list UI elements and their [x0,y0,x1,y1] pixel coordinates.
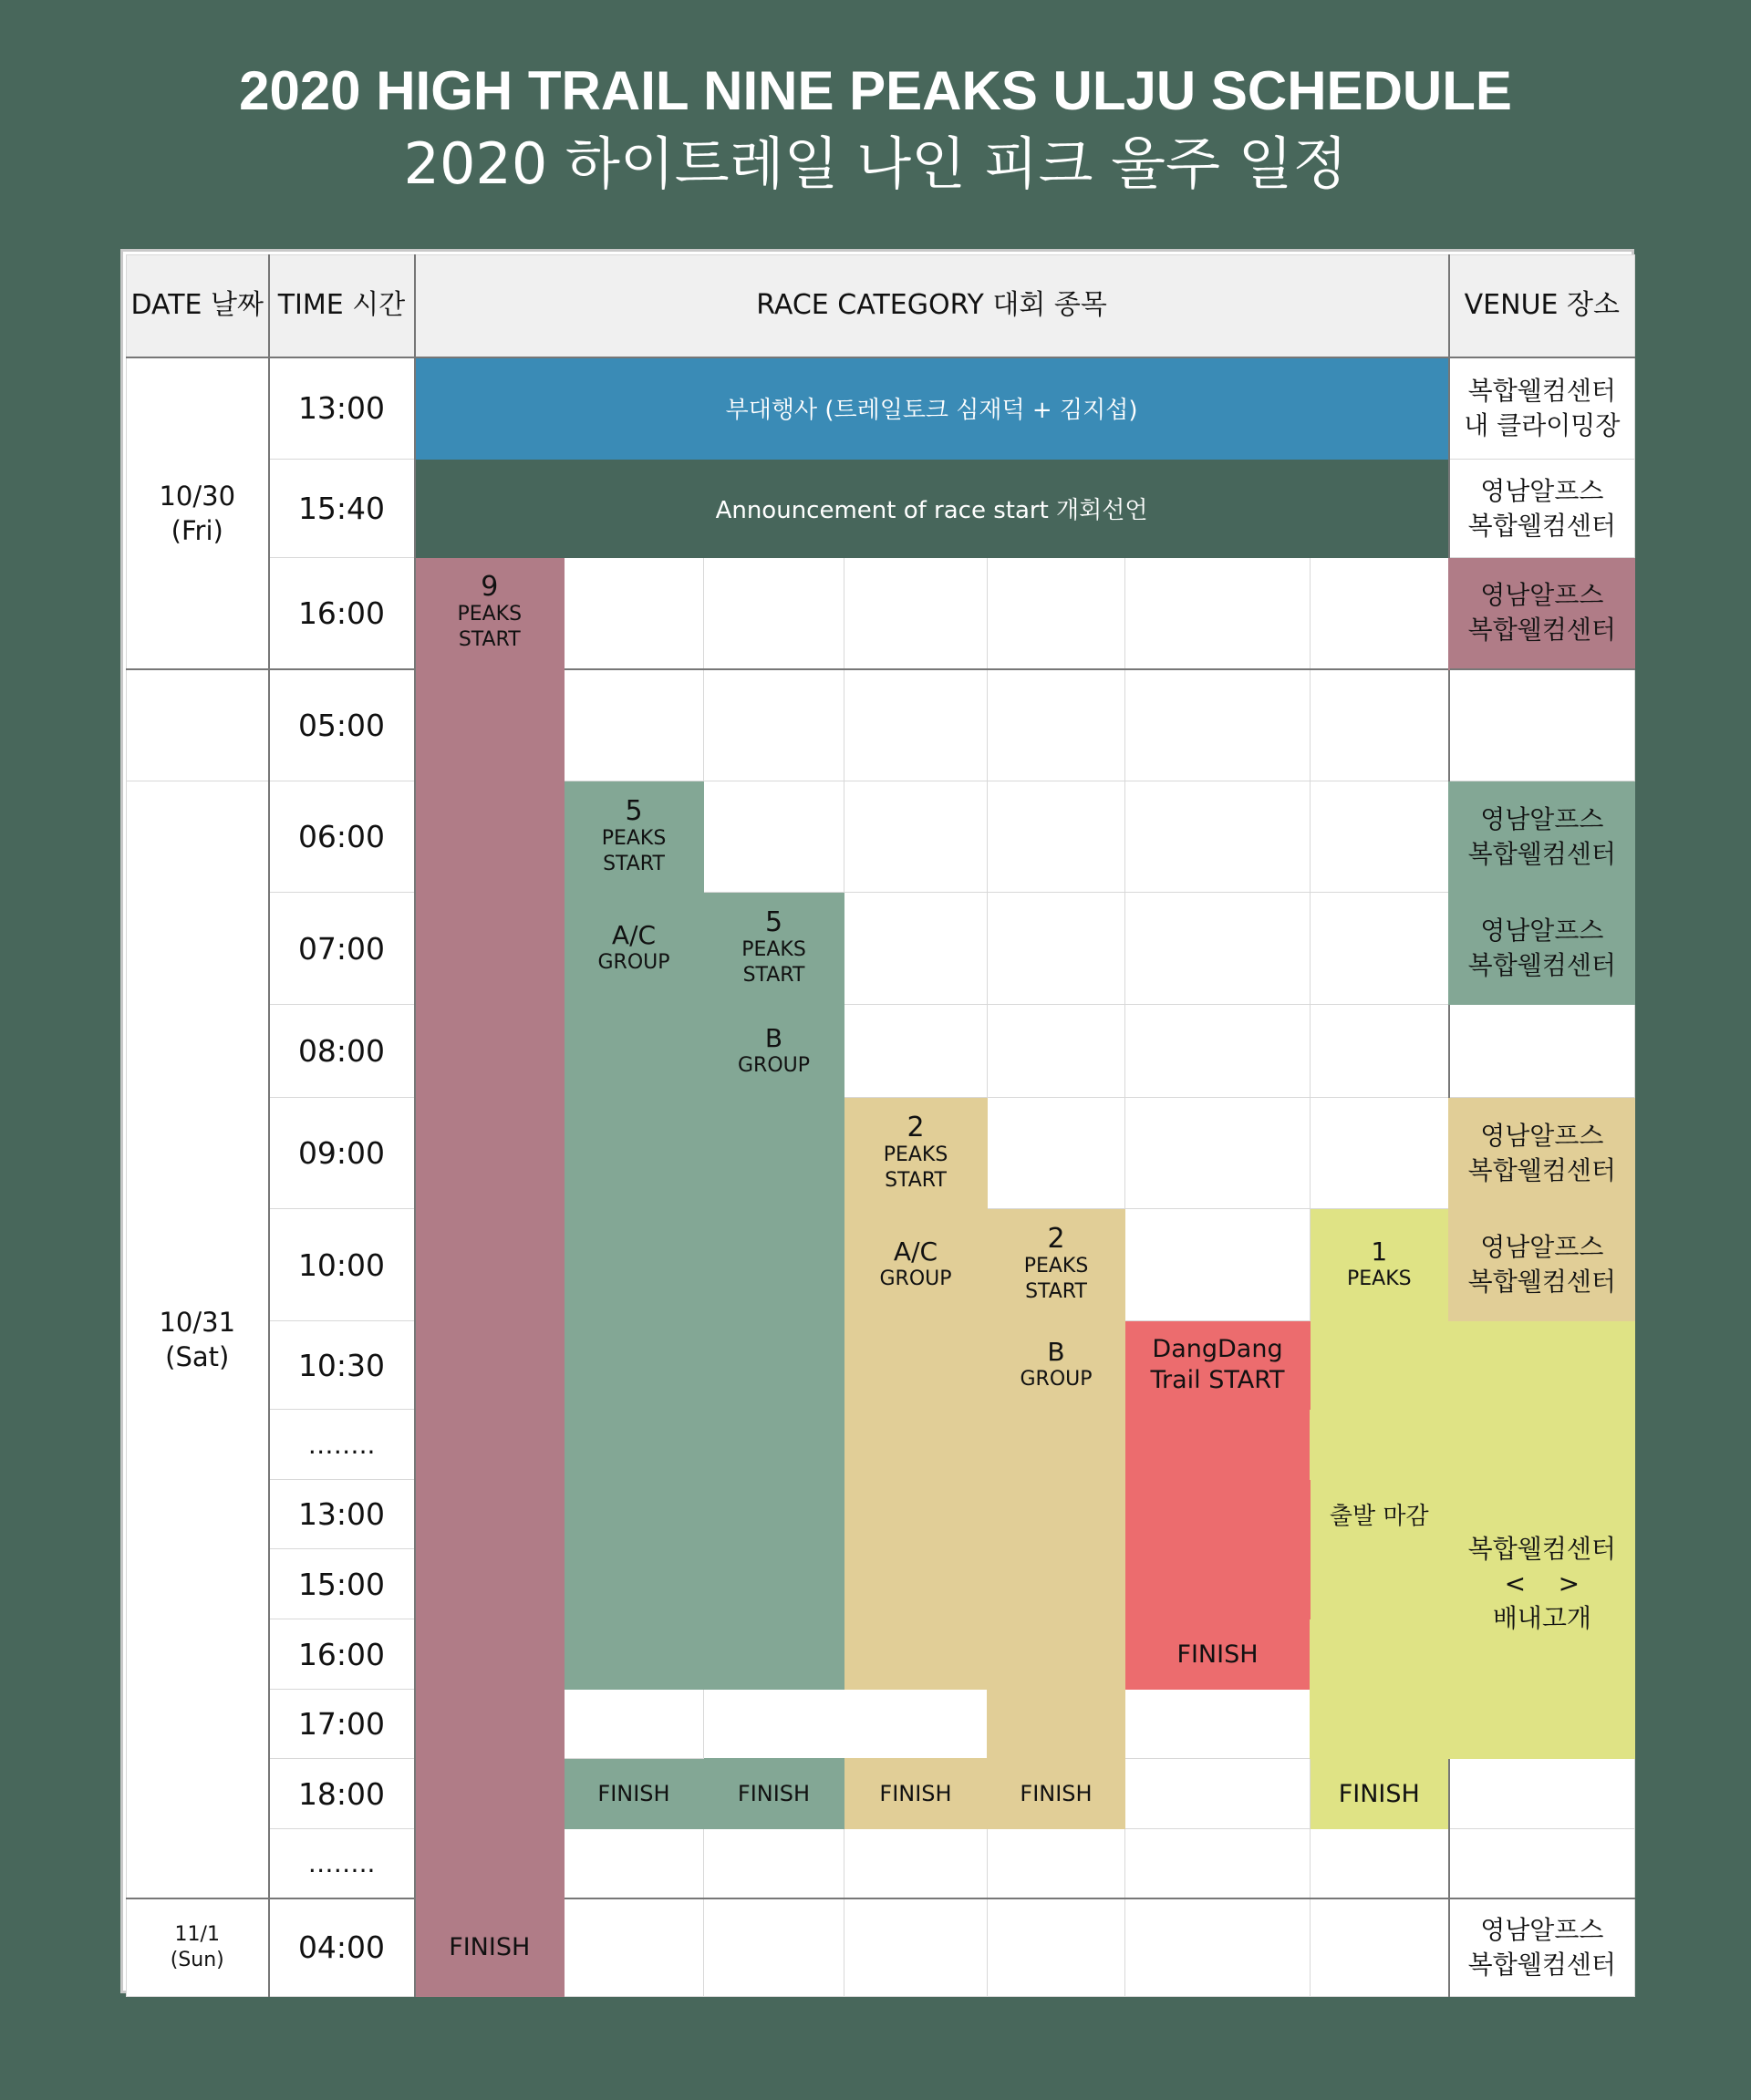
date-cell-empty [127,669,269,781]
empty-cell [988,669,1125,781]
schedule-table [126,254,1635,1997]
empty-cell [565,558,704,669]
empty-cell [1125,781,1311,893]
empty-cell [1125,669,1311,781]
date-label: 10/30 [159,480,236,512]
empty-cell [844,1005,988,1098]
start-close-label: 출발 마감 [1311,1480,1449,1549]
page-subtitle: 2020 하이트레일 나인 피크 울주 일정 [403,130,1348,197]
table-row [127,1898,1635,1997]
time-cell: 15:40 [269,460,415,558]
two-peaks-ac-finish: FINISH [844,1759,988,1829]
empty-cell [1125,1829,1311,1898]
venue-cell-empty [1449,1829,1635,1898]
empty-cell [1311,1829,1449,1898]
time-cell: 17:00 [269,1690,415,1759]
venue-line: 복합웰컴센터 [1467,1267,1616,1297]
five-peaks-ac-bar [565,1005,704,1690]
venue-cell [1449,1898,1635,1997]
two-peaks-ac-bar [844,1321,988,1690]
venue-line: 복합웰컴센터 [1467,510,1616,541]
five-peaks-ac-finish: FINISH [565,1759,704,1829]
group-label: GROUP [879,1267,952,1290]
empty-cell [988,893,1125,1005]
empty-cell [704,781,844,893]
time-cell: 06:00 [269,781,415,893]
venue-cell [1449,893,1635,1005]
empty-cell [704,1898,844,1997]
peaks-label: PEAKS [601,826,667,850]
table-row [127,781,1635,893]
time-cell: 18:00 [269,1759,415,1829]
time-cell: 07:00 [269,893,415,1005]
empty-cell [844,1898,988,1997]
peak-count: 5 [764,906,783,938]
time-cell: 16:00 [269,558,415,669]
peaks-label: PEAKS [883,1143,948,1166]
time-ellipsis: …….. [269,1410,415,1480]
time-cell: 09:00 [269,1098,415,1209]
empty-cell [565,669,704,781]
table-row [127,1098,1635,1209]
empty-cell [1125,1759,1311,1829]
venue-line: 복합웰컴센터 [1467,950,1616,980]
empty-cell [988,1005,1125,1098]
dangdang-label: DangDang [1152,1335,1283,1363]
five-peaks-b-finish: FINISH [704,1759,844,1829]
table-row [127,1759,1635,1829]
venue-line: 배내고개 [1492,1603,1591,1633]
two-peaks-b-finish: FINISH [988,1759,1125,1829]
group-label: GROUP [1020,1368,1093,1391]
empty-cell [1311,558,1449,669]
empty-cell [1125,893,1311,1005]
five-peaks-start-ac [565,781,704,893]
table-row [127,1321,1635,1410]
date-cell-sat [127,781,269,1898]
five-peaks-b-bar [704,1098,844,1690]
empty-cell [844,781,988,893]
empty-cell [1311,1005,1449,1098]
empty-cell [844,558,988,669]
empty-cell [988,1898,1125,1997]
venue-line: 영남알프스 [1480,803,1604,834]
two-peaks-b-group [988,1321,1125,1410]
empty-cell [704,669,844,781]
dangdang-bar [1125,1410,1311,1619]
side-event-banner: 부대행사 (트레일토크 심재덕 + 김지섭) [415,357,1449,460]
time-cell: 10:30 [269,1321,415,1410]
one-peaks-bar-late [1311,1549,1449,1759]
empty-cell [844,1829,988,1898]
five-peaks-start-b [704,893,844,1005]
two-peaks-start-b [988,1209,1125,1321]
empty-cell [1311,781,1449,893]
empty-cell [565,1690,704,1759]
day-label: (Sat) [165,1340,230,1372]
trail-start-label: Trail START [1150,1366,1285,1394]
empty-cell [565,1829,704,1898]
header-row [127,255,1635,357]
venue-cell-empty [1449,1759,1635,1829]
dangdang-finish: FINISH [1125,1619,1311,1690]
start-label: START [885,1168,947,1192]
peaks-label: PEAKS [1023,1255,1089,1278]
empty-cell [988,1098,1125,1209]
venue-line: 복합웰컴센터 [1467,1949,1616,1980]
table-row [127,893,1635,1005]
peak-count: 9 [481,571,499,604]
nine-peaks-bar [415,669,565,1898]
group-code: B [764,1022,783,1053]
header-time: TIME 시간 [269,255,415,357]
venue-line: 복합웰컴센터 [1467,838,1616,869]
start-label: START [458,628,521,652]
empty-cell [988,1829,1125,1898]
schedule-table-frame [120,249,1634,1993]
start-label: START [742,964,805,987]
empty-cell [1311,1898,1449,1997]
header-category: RACE CATEGORY 대회 종목 [415,255,1449,357]
group-label: GROUP [737,1053,811,1077]
one-peaks-finish: FINISH [1311,1759,1449,1829]
time-cell: 16:00 [269,1619,415,1690]
header-date: DATE 날짜 [127,255,269,357]
time-cell: 15:00 [269,1549,415,1619]
empty-cell [844,893,988,1005]
empty-cell [1125,1005,1311,1098]
venue-cell-route [1449,1410,1635,1759]
header-venue: VENUE 장소 [1449,255,1635,357]
date-label: 10/31 [159,1306,236,1338]
time-cell: 05:00 [269,669,415,781]
empty-cell [988,558,1125,669]
venue-cell [1449,558,1635,669]
peak-count: 2 [907,1111,925,1143]
day-label: (Sun) [170,1948,224,1971]
group-code: B [1047,1337,1065,1367]
peak-count: 1 [1371,1236,1388,1267]
nine-peaks-start [415,558,565,669]
venue-line: 영남알프스 [1480,475,1604,506]
empty-cell [1125,1898,1311,1997]
venue-line: 내 클라이밍장 [1464,409,1621,440]
empty-cell [1125,1209,1311,1321]
nine-peaks-finish: FINISH [415,1898,565,1997]
table-row [127,1209,1635,1321]
venue-line: 영남알프스 [1480,1232,1604,1262]
empty-cell [1311,669,1449,781]
empty-cell [704,1829,844,1898]
venue-cell-empty [1449,1005,1635,1098]
venue-cell [1449,1098,1635,1209]
table-row [127,1005,1635,1098]
start-label: START [1025,1280,1087,1303]
venue-line: 영남알프스 [1480,580,1604,611]
venue-line: 복합웰컴센터 [1467,1534,1616,1564]
venue-cell [1449,357,1635,460]
empty-cell [844,669,988,781]
two-peaks-b-bar [988,1410,1125,1759]
peaks-label: PEAKS [457,603,523,626]
venue-line: 복합웰컴센터 [1467,615,1616,646]
empty-cell [1125,558,1311,669]
table-row [127,558,1635,669]
empty-cell [565,1898,704,1997]
table-row [127,357,1635,460]
date-label: 11/1 [174,1922,220,1946]
page-title: 2020 HIGH TRAIL NINE PEAKS ULJU SCHEDULE [239,60,1512,121]
date-cell-fri [127,357,269,669]
time-ellipsis: …….. [269,1829,415,1898]
group-label: GROUP [597,951,670,974]
group-code: A/C [611,920,657,950]
empty-cell [988,781,1125,893]
start-label: START [603,852,665,875]
time-cell: 04:00 [269,1898,415,1997]
empty-cell [1125,1098,1311,1209]
five-peaks-ac-group [565,893,704,1005]
five-peaks-b-group [704,1005,844,1098]
time-cell: 08:00 [269,1005,415,1098]
two-peaks-ac-group [844,1209,988,1321]
two-peaks-start-ac [844,1098,988,1209]
venue-line: 영남알프스 [1480,1120,1604,1151]
peak-count: 5 [625,794,643,827]
time-cell: 13:00 [269,357,415,460]
venue-cell [1449,1209,1635,1321]
venue-cell-empty [1449,1321,1635,1410]
empty-cell [704,558,844,669]
peak-count: 2 [1047,1223,1065,1255]
venue-line: 복합웰컴센터 [1467,375,1616,406]
venue-line: 영남알프스 [1480,1914,1604,1945]
venue-cell [1449,781,1635,893]
table-row [127,669,1635,781]
venue-cell [1449,460,1635,558]
table-row [127,1829,1635,1898]
one-peaks-bar [1311,1321,1449,1480]
time-cell: 10:00 [269,1209,415,1321]
table-row [127,460,1635,558]
peaks-label: PEAKS [1346,1267,1412,1290]
venue-line: 복합웰컴센터 [1467,1154,1616,1185]
one-peaks-start [1311,1209,1449,1321]
empty-cell [1311,893,1449,1005]
venue-line: < > [1504,1568,1580,1598]
venue-cell-empty [1449,669,1635,781]
dangdang-trail-start [1125,1321,1311,1410]
peaks-label: PEAKS [741,938,806,961]
time-cell: 13:00 [269,1480,415,1549]
venue-line: 영남알프스 [1480,916,1604,946]
date-cell-sun [127,1898,269,1997]
group-code: A/C [893,1236,938,1267]
empty-cell [1311,1098,1449,1209]
announcement-banner: Announcement of race start 개회선언 [415,460,1449,558]
day-label: (Fri) [171,514,223,546]
